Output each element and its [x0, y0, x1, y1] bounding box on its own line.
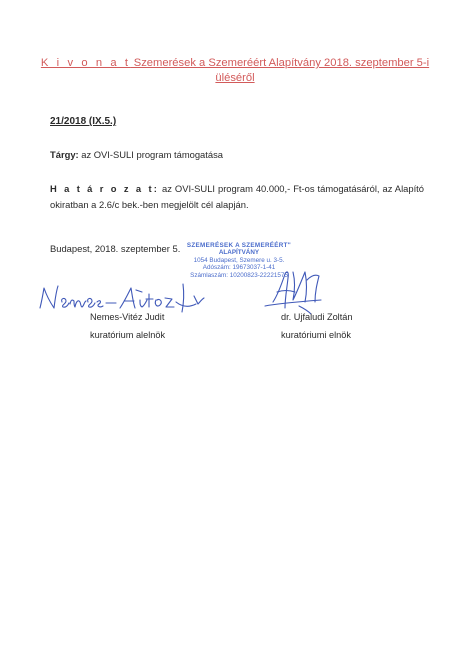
- signatory-left-name: Nemes-Vitéz Judit: [90, 312, 165, 322]
- resolution-label: H a t á r o z a t:: [50, 183, 160, 194]
- signature-left: [36, 280, 211, 316]
- resolution-text: az OVI-SULI program 40.000,- Ft-os támogatásáról, az Alapító okiratban a 2.6/c bek.-ben megjelölt cél alapján.: [50, 183, 424, 210]
- subject-text: az OVI-SULI program támogatása: [78, 149, 223, 160]
- stamp-line-3: 1054 Budapest, Szemere u. 3-5.: [193, 256, 285, 264]
- document-title: [40, 56, 430, 86]
- subject-label: Tárgy:: [50, 149, 79, 160]
- title-line2: üléséről: [215, 72, 255, 84]
- stamp-line-1: SZEMERÉSEK A SZEMERÉÉRT": [186, 242, 292, 249]
- stamp-line-4: Adószám: 19673037-1-41: [202, 264, 276, 272]
- title-kivonat: K i v o n a t: [40, 57, 131, 69]
- signatory-left-role: kuratórium alelnök: [90, 330, 166, 340]
- place-date: Budapest, 2018. szeptember 5.: [50, 243, 181, 254]
- decision-number: 21/2018 (IX.5.): [50, 116, 117, 127]
- resolution-paragraph: [50, 181, 424, 212]
- stamp-line-2: ALAPÍTVÁNY: [218, 249, 260, 257]
- signatory-right-name: dr. Ujfaludi Zoltán: [281, 312, 353, 322]
- title-rest: Szemerések a Szemeréért Alapítvány 2018. szeptember 5-i: [130, 57, 430, 69]
- stamp-line-5: Számlaszám: 10200823-22221575: [190, 271, 288, 279]
- signatory-right-role: kuratóriumi elnök: [281, 330, 351, 340]
- subject-line: [50, 149, 223, 160]
